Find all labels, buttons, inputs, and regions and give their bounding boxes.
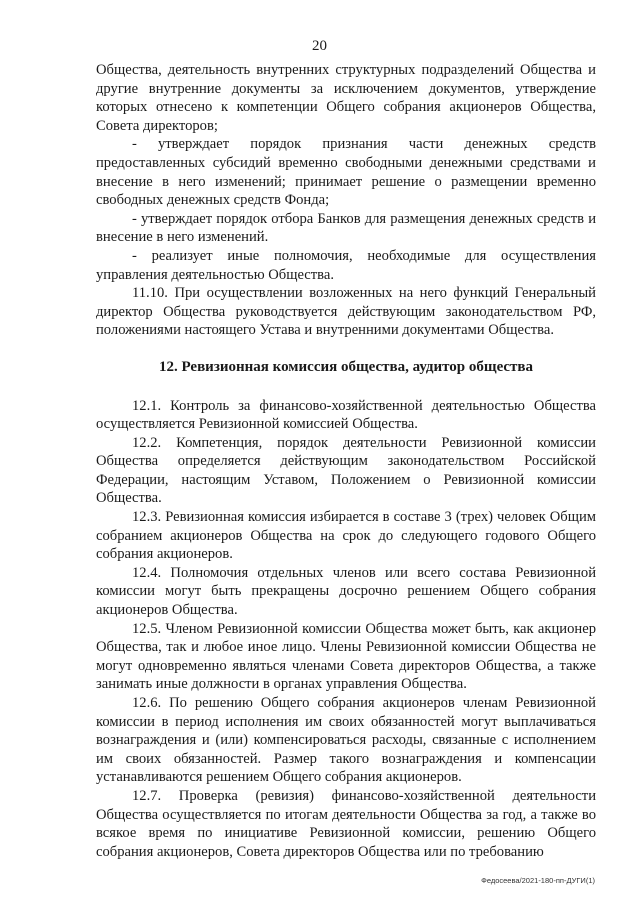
paragraph: 12.1. Контроль за финансово-хозяйственной деятельностью Общества осуществляется Ревизионной комиссией Общества. [96,397,596,433]
footer-stamp: Федосеева/2021-180-пп-ДУГИ(1) [481,876,595,885]
paragraph: 12.5. Членом Ревизионной комиссии Общества может быть, как акционер Общества, так и любое иное лицо. Члены Ревизионной комиссии Общества не могут одновременно являться членами Совета директоров Общества, а также занимать иные должности в органах управления Общества. [96,620,596,693]
paragraph: 12.4. Полномочия отдельных членов или всего состава Ревизионной комиссии могут быть прекращены досрочно решением Общего собрания акционеров Общества. [96,564,596,619]
paragraph: - утверждает порядок отбора Банков для размещения денежных средств и внесение в него изменений. [96,210,596,246]
document-body [96,61,596,861]
page-number: 20 [312,38,327,54]
paragraph: 12.3. Ревизионная комиссия избирается в составе 3 (трех) человек Общим собранием акционеров Общества на срок до следующего годового Общего собрания акционеров. [96,509,596,563]
paragraph: 12.6. По решению Общего собрания акционеров членам Ревизионной комиссии в период исполнения им своих обязанностей могут выплачиваться вознаграждения и (или) компенсироваться расходы, связанные с исполнением им своих обязанностей. Размер такого вознаграждения и компенсации устанавливаются решением Общего собрания акционеров. [96,695,596,786]
paragraph: Общества, деятельность внутренних структурных подразделений Общества и другие внутренние документы за исключением документов, утверждение которых отнесено к компетенции Общего собрания акционеров Общества, Совета директоров; [96,62,596,134]
section-heading: 12. Ревизионная комиссия общества, аудитор общества [158,358,534,375]
paragraph: - утверждает порядок признания части денежных средств предоставленных субсидий временно свободными денежными средствами и внесение в него изменений; принимает решение о размещении временно свободных денежных средств Фонда; [96,136,596,209]
paragraph: 12.7. Проверка (ревизия) финансово-хозяйственной деятельности Общества осуществляется по итогам деятельности Общества за год, а также во всякое время по инициативе Ревизионной комиссии, решению Общего собрания акционеров, Совета директоров Общества или по требованию [96,787,596,860]
paragraph: - реализует иные полномочия, необходимые для осуществления управления деятельностью Общества. [96,247,596,283]
paragraph: 11.10. При осуществлении возложенных на него функций Генеральный директор Общества руководствуется действующим законодательством РФ, положениями настоящего Устава и внутренними документами Общества. [96,285,596,339]
paragraph: 12.2. Компетенция, порядок деятельности Ревизионной комиссии Общества определяется действующим законодательством Российской Федерации, настоящим Уставом, Положением о Ревизионной комиссии Общества. [96,434,596,507]
